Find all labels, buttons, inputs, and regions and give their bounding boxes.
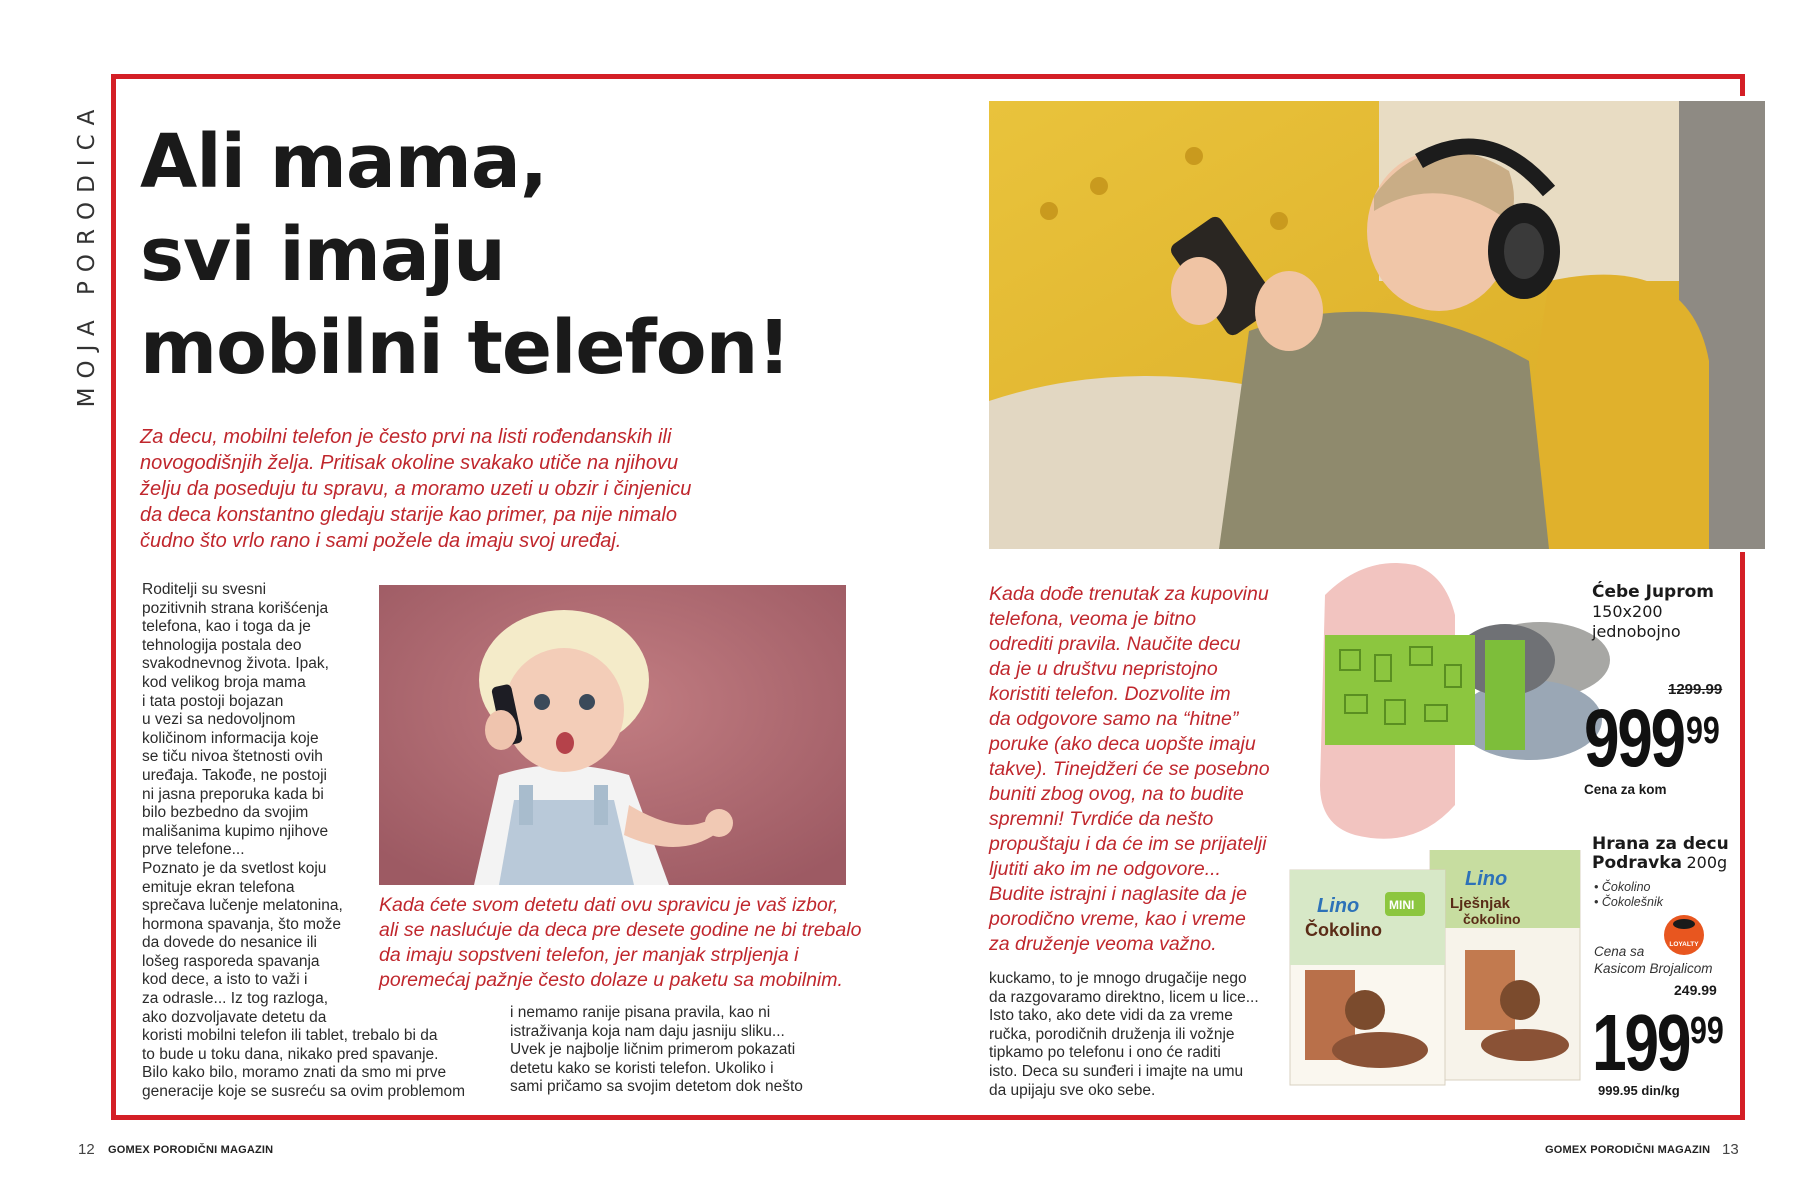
quote-line: koristiti telefon. Dozvolite im xyxy=(989,683,1231,705)
body-line: tehnologija postala deo xyxy=(142,636,302,654)
body-line: kuckamo, to je mnogo drugačije nego xyxy=(989,970,1247,987)
blanket-illustration xyxy=(1305,555,1615,845)
pack-2-name-1: Lješnjak xyxy=(1450,895,1511,912)
body-line: hormona spavanja, što može xyxy=(142,915,342,933)
pack-2-name-2: čokolino xyxy=(1463,911,1521,927)
body-line: detetu kako se koristi telefon. Ukoliko i xyxy=(510,1059,774,1077)
product-2-name: Hrana za decu xyxy=(1592,834,1729,854)
blanket-product-image xyxy=(1305,555,1615,845)
body-line: istraživanja koja nam daju jasniju sliku... xyxy=(510,1022,785,1040)
section-label-text: MOJA PORODICA xyxy=(74,100,100,408)
body-line: i tata postoji bojazan xyxy=(142,692,284,710)
quote-line: ljutiti ako im ne odgovore... xyxy=(989,858,1221,880)
quote-line: da odgovore samo na “hitne” xyxy=(989,708,1239,730)
lead-paragraph xyxy=(140,424,720,554)
body-column-3 xyxy=(989,970,1309,1100)
body-line: uređaja. Takođe, ne postoji xyxy=(142,766,327,784)
body-line: Roditelji su svesni xyxy=(142,581,267,598)
quote-line: takve). Tinejdžeri će se posebno xyxy=(989,758,1270,780)
product-1-size: 150x200 xyxy=(1592,602,1663,621)
body-line: svakodnevnog života. Ipak, xyxy=(142,655,329,673)
body-line: emituje ekran telefona xyxy=(142,878,295,896)
quote-line: poremećaj pažnje često dolaze u paketu sa mobilnim. xyxy=(379,969,843,991)
baby-food-illustration xyxy=(1285,850,1585,1090)
headline-line: Ali mama, xyxy=(140,119,547,205)
pull-quote-2 xyxy=(989,582,1289,957)
body-line: da razgovaramo direktno, licem u lice... xyxy=(989,988,1259,1006)
loyalty-line: Kasicom Brojalicom xyxy=(1594,961,1713,976)
loyalty-badge-text: LOYALTY xyxy=(1669,941,1699,948)
body-line: isto. Deca su sunđeri i imajte na umu xyxy=(989,1062,1244,1080)
body-line: telefona, kao i toga da je xyxy=(142,618,311,636)
body-line: za odrasle... Iz tog razloga, xyxy=(142,990,329,1008)
quote-line: Kada dođe trenutak za kupovinu xyxy=(989,583,1269,605)
body-line: kod dece, a isto to važi i xyxy=(142,971,308,989)
quote-line: da imaju sopstveni telefon, jer manjak strpljenja i xyxy=(379,944,799,966)
pack-brand-2: Lino xyxy=(1465,868,1508,890)
product-2-brand-line xyxy=(1592,853,1727,873)
product-2-unit-price: 999.95 din/kg xyxy=(1598,1083,1680,1098)
body-column-2 xyxy=(510,1004,850,1097)
lead-line: Za decu, mobilni telefon je često prvi na listi rođendanskih ili xyxy=(140,426,672,448)
body-line: Isto tako, ako dete vidi da za vreme xyxy=(989,1007,1233,1025)
piggy-bank-icon xyxy=(1662,913,1706,957)
body-line: se tiču nivoa štetnosti ovih xyxy=(142,748,323,766)
pack-1-name: Čokolino xyxy=(1305,920,1382,940)
product-2-price-main: 199 xyxy=(1592,998,1690,1087)
product-2-weight: 200g xyxy=(1686,853,1728,872)
quote-line: Kada ćete svom detetu dati ovu spravicu je vaš izbor, xyxy=(379,894,839,916)
body-line: količinom informacija koje xyxy=(142,729,319,747)
lead-line: želju da poseduju tu spravu, a moramo uzeti u obzir i činjenicu xyxy=(140,478,692,500)
section-label xyxy=(52,100,122,408)
quote-line: buniti zbog ovog, na to budite xyxy=(989,783,1244,805)
body-line: bilo bezbedno da svojim xyxy=(142,804,309,822)
lead-line: da deca konstantno gledaju starije kao primer, pa nije nimalo xyxy=(140,504,677,526)
quote-line: Budite istrajni i naglasite da je xyxy=(989,883,1247,905)
body-line: pozitivnih strana korišćenja xyxy=(142,599,329,617)
body-line: da dovede do nesanice ili xyxy=(142,934,317,952)
pack-1-badge: MINI xyxy=(1389,898,1415,912)
body-line: ako dozvoljavate detetu da xyxy=(142,1008,327,1026)
quote-line: telefona, veoma je bitno xyxy=(989,608,1197,630)
body-line: u vezi sa nedovoljnom xyxy=(142,711,296,729)
product-1-price-main: 999 xyxy=(1584,693,1684,784)
variant-item: • Čokolino xyxy=(1594,880,1651,894)
lead-line: novogodišnjih želja. Pritisak okoline svakako utiče na njihovu xyxy=(140,452,679,474)
body-line: Poznato je da svetlost koju xyxy=(142,859,327,877)
body-line: da upijaju sve oko sebe. xyxy=(989,1081,1156,1099)
quote-line: da je u društvu nepristojno xyxy=(989,658,1218,680)
product-1-type: jednobojno xyxy=(1592,622,1681,641)
footer-title-left: GOMEX PORODIČNI MAGAZIN xyxy=(108,1144,274,1156)
headline-line: svi imaju xyxy=(140,212,505,298)
headline xyxy=(140,116,860,395)
variant-item: • Čokolešnik xyxy=(1594,895,1663,909)
body-line: kod velikog broja mama xyxy=(142,673,306,691)
body-line: sprečava lučenje melatonina, xyxy=(142,897,343,915)
body-line: Bilo kako bilo, moramo znati da smo mi prve xyxy=(142,1064,447,1082)
body-line: prve telefone... xyxy=(142,841,245,859)
product-2-price-cents: 99 xyxy=(1690,1010,1724,1052)
quote-line: porodično vreme, kao i vreme xyxy=(989,908,1246,930)
body-line: Uvek je najbolje ličnim primerom pokazati xyxy=(510,1041,796,1059)
baby-illustration xyxy=(379,585,846,885)
body-line: ručka, porodičnih druženja ili vožnje xyxy=(989,1025,1235,1043)
baby-food-product-image xyxy=(1285,850,1585,1090)
product-2-variants xyxy=(1594,880,1663,910)
loyalty-line: Cena sa xyxy=(1594,944,1645,959)
product-1-price-cents: 99 xyxy=(1686,710,1720,752)
body-line: tipkamo po telefonu i ono će raditi xyxy=(989,1044,1221,1062)
boy-illustration xyxy=(989,101,1765,549)
lead-line: čudno što vrlo rano i sami požele da imaju svoj uređaj. xyxy=(140,530,622,552)
quote-line: poruke (ako deca uopšte imaju xyxy=(989,733,1256,755)
product-1-old-price: 1299.99 xyxy=(1668,681,1723,698)
body-line: koristi mobilni telefon ili tablet, trebalo bi da xyxy=(142,1027,438,1045)
product-1-unit: Cena za kom xyxy=(1584,782,1667,797)
body-line: i nemamo ranije pisana pravila, kao ni xyxy=(510,1004,771,1021)
pack-brand-1: Lino xyxy=(1317,895,1360,917)
body-line: to bude u toku dana, nikako pred spavanje. xyxy=(142,1045,439,1063)
baby-phone-photo xyxy=(379,585,846,885)
headline-line: mobilni telefon! xyxy=(140,305,791,391)
product-2-brand: Podravka xyxy=(1592,853,1683,873)
footer-title-right: GOMEX PORODIČNI MAGAZIN xyxy=(1545,1144,1711,1156)
product-1-name: Ćebe Juprom xyxy=(1592,582,1714,602)
pull-quote-1 xyxy=(379,893,862,993)
body-line: sami pričamo sa svojim detetom dok nešto xyxy=(510,1078,803,1096)
body-line: mališanima kupimo njihove xyxy=(142,822,329,840)
quote-line: odrediti pravila. Naučite decu xyxy=(989,633,1241,655)
quote-line: propuštaju i da će im se prijatelji xyxy=(989,833,1267,855)
product-2-old-price: 249.99 xyxy=(1674,982,1717,998)
body-line: ni jasna preporuka kada bi xyxy=(142,785,324,803)
body-line: lošeg rasporeda spavanja xyxy=(142,952,320,970)
quote-line: spremni! Tvrdiće da nešto xyxy=(989,808,1214,830)
body-line: generacije koje se susreću sa ovim problemom xyxy=(142,1083,466,1101)
boy-headphones-photo xyxy=(989,101,1765,549)
quote-line: ali se naslućuje da deca pre desete godine ne bi trebalo xyxy=(379,919,862,941)
quote-line: za druženje veoma važno. xyxy=(989,933,1217,955)
loyalty-badge xyxy=(1662,913,1706,957)
page-number-right: 13 xyxy=(1722,1141,1739,1158)
page-number-left: 12 xyxy=(78,1141,95,1158)
